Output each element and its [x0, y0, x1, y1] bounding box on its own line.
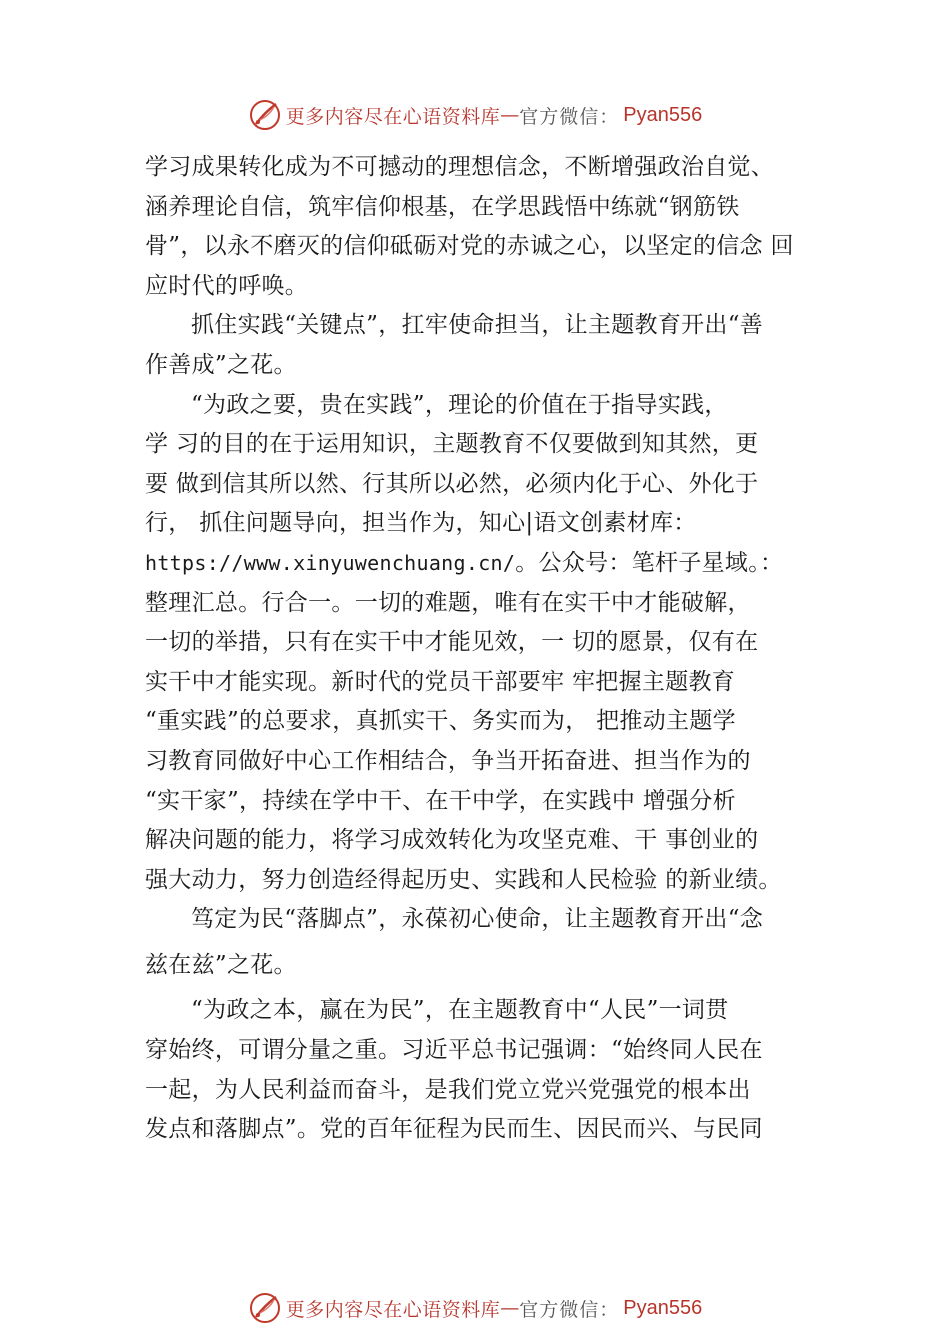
quill-logo-icon [248, 98, 282, 132]
url-line [145, 544, 845, 584]
paragraph [145, 386, 845, 544]
paragraph [145, 148, 845, 306]
banner-wechat-label: 官方微信： [519, 1298, 620, 1321]
header-banner [0, 95, 950, 135]
banner-title: 更多内容尽在心语资料库 [285, 105, 501, 128]
paragraph [145, 544, 845, 900]
text-line: 实干中才能实现。新时代的党员干部要牢 牢把握主题教育 [145, 668, 736, 695]
text-line: “重实践”的总要求，真抓实干、务实而为， 把推动主题学 [145, 708, 736, 735]
text-line: “实干家”，持续在学中干、在干中学，在实践中 增强分析 [145, 787, 736, 814]
heading-line: 抓住实践“关键点”，扛牢使命担当，让主题教育开出“善 [191, 312, 764, 339]
url-line-tail: 。公众号：笔杆子星域。： [515, 549, 784, 576]
text-line: 骨”，以永不磨灭的信仰砥砺对党的赤诚之心，以坚定的信念 回 [145, 233, 794, 260]
quill-logo-icon [248, 1291, 282, 1325]
text-line: “为政之要，贵在实践”，理论的价值在于指导实践， [191, 391, 728, 418]
text-line: 穿始终，可谓分量之重。习近平总书记强调：“始终同人民在 [145, 1037, 763, 1064]
text-line: 要 做到信其所以然、行其所以必然，必须内化于心、外化于 [145, 470, 759, 497]
text-line: 学习成果转化成为不可撼动的理想信念，不断增强政治自觉、 [145, 154, 775, 180]
banner-wechat-id: Pyan556 [623, 103, 703, 126]
heading-line: 笃定为民“落脚点”，永葆初心使命，让主题教育开出“念 [191, 906, 764, 933]
heading-line: 作善成”之花。 [145, 351, 297, 378]
text-line: 习教育同做好中心工作相结合，争当开拓奋进、担当作为的 [145, 747, 751, 774]
text-line: “为政之本，赢在为民”，在主题教育中“人民”一词贯 [191, 997, 729, 1024]
text-line: 应时代的呼唤。 [145, 272, 309, 299]
website-url: https://www.xinyuwenchuang.cn/ [145, 550, 516, 575]
text-line: 整理汇总。行合一。一切的难题，唯有在实干中才能破解， [145, 589, 751, 616]
banner-wechat-label: 官方微信： [519, 105, 620, 128]
text-line: 强大动力，努力创造经得起历史、实践和人民检验 的新业绩。 [145, 866, 782, 893]
section-heading [145, 306, 845, 385]
footer-banner [0, 1288, 950, 1328]
text-line: 解决问题的能力，将学习成效转化为攻坚克难、干 事创业的 [145, 827, 759, 854]
text-line: 涵养理论自信，筑牢信仰根基，在学思践悟中练就“钢筋铁 [145, 193, 740, 220]
document-body [145, 148, 845, 1150]
paragraph [145, 991, 845, 1149]
text-line: 一起，为人民利益而奋斗，是我们党立党兴党强党的根本出 [145, 1076, 751, 1103]
banner-dash: — [500, 104, 520, 126]
text-line: 发点和落脚点”。党的百年征程为民而生、因民而兴、与民同 [145, 1116, 763, 1143]
banner-title: 更多内容尽在心语资料库 [285, 1298, 501, 1321]
banner-wechat-id: Pyan556 [623, 1296, 703, 1319]
text-line: 学 习的目的在于运用知识，主题教育不仅要做到知其然，更 [145, 431, 759, 458]
section-heading [145, 900, 845, 985]
banner-dash: — [500, 1297, 520, 1319]
text-line: 一切的举措，只有在实干中才能见效，一 切的愿景，仅有在 [145, 629, 759, 656]
text-line: 行， 抓住问题导向，担当作为，知心|语文创素材库： [145, 510, 697, 537]
heading-line: 兹在兹”之花。 [145, 951, 297, 978]
